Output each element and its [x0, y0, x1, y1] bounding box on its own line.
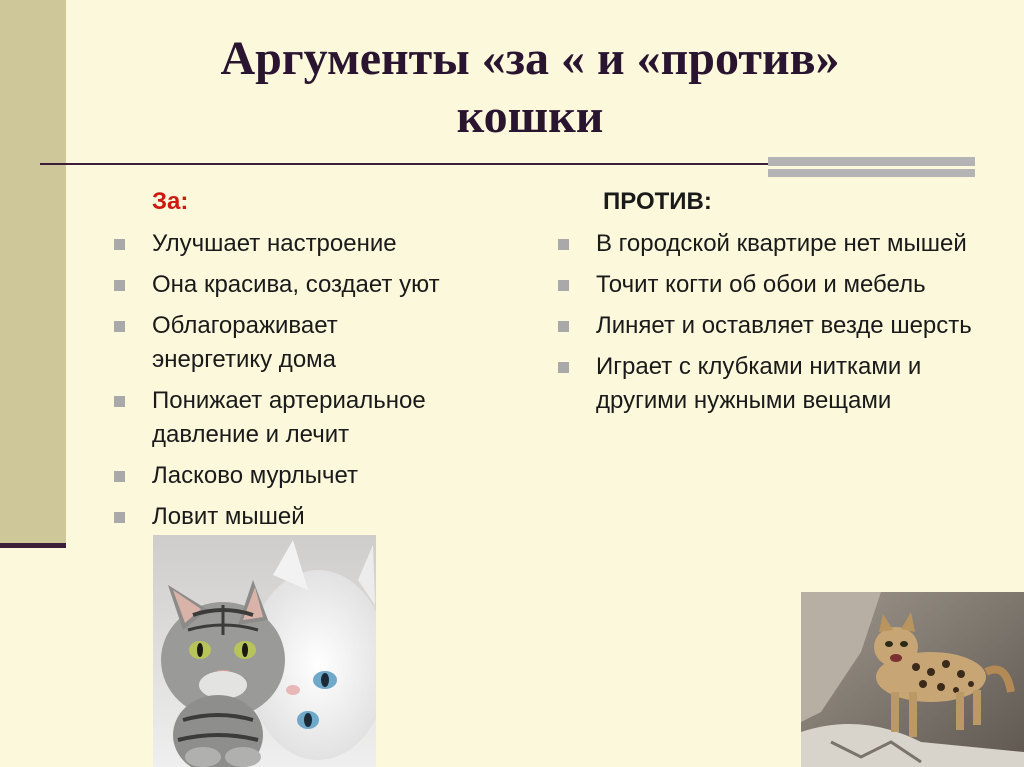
con-item	[556, 309, 976, 343]
pro-item-text: Понижает артериальное давление и лечит	[152, 387, 426, 448]
con-item-text: Играет с клубками нитками и другими нужными вещами	[596, 353, 922, 414]
wildcat-illustration	[801, 592, 1024, 767]
con-list	[556, 227, 996, 425]
pro-list	[112, 227, 522, 541]
bullet-icon	[558, 362, 569, 373]
bullet-icon	[114, 239, 125, 250]
title-accent-bar-2	[768, 169, 975, 177]
pro-item	[112, 384, 532, 452]
wildcat-photo	[801, 592, 1024, 767]
con-item-text: Точит когти об обои и мебель	[596, 271, 926, 298]
con-item-text: В городской квартире нет мышей	[596, 230, 967, 257]
pro-item-text: Ласково мурлычет	[152, 462, 359, 489]
kittens-illustration	[153, 535, 376, 767]
bullet-icon	[558, 280, 569, 291]
con-item	[556, 268, 936, 302]
title-line-1: Аргументы «за « и «против»	[220, 32, 840, 85]
pro-item	[112, 227, 522, 261]
pro-item	[112, 500, 522, 534]
pro-heading: За:	[152, 188, 189, 215]
bullet-icon	[114, 512, 125, 523]
pro-item	[112, 309, 412, 377]
con-item-text: Линяет и оставляет везде шерсть	[596, 312, 972, 339]
con-item	[556, 227, 976, 261]
bullet-icon	[114, 280, 125, 291]
pro-item-text: Улучшает настроение	[152, 230, 397, 257]
bullet-icon	[558, 321, 569, 332]
left-decor-bar	[0, 0, 66, 545]
con-item	[556, 350, 996, 418]
bullet-icon	[114, 321, 125, 332]
bullet-icon	[114, 471, 125, 482]
title-accent-bar	[768, 157, 975, 166]
slide-title	[90, 30, 970, 146]
bullet-icon	[114, 396, 125, 407]
kittens-photo	[153, 535, 376, 767]
pro-item-text: Она красива, создает уют	[152, 271, 440, 298]
pro-item	[112, 459, 522, 493]
left-decor-underline	[0, 543, 66, 548]
pro-item-text: Облагораживает энергетику дома	[152, 312, 338, 373]
con-heading: ПРОТИВ:	[603, 188, 712, 215]
pro-item-text: Ловит мышей	[152, 503, 305, 530]
bullet-icon	[558, 239, 569, 250]
title-line-2: кошки	[456, 90, 604, 143]
pro-item	[112, 268, 522, 302]
